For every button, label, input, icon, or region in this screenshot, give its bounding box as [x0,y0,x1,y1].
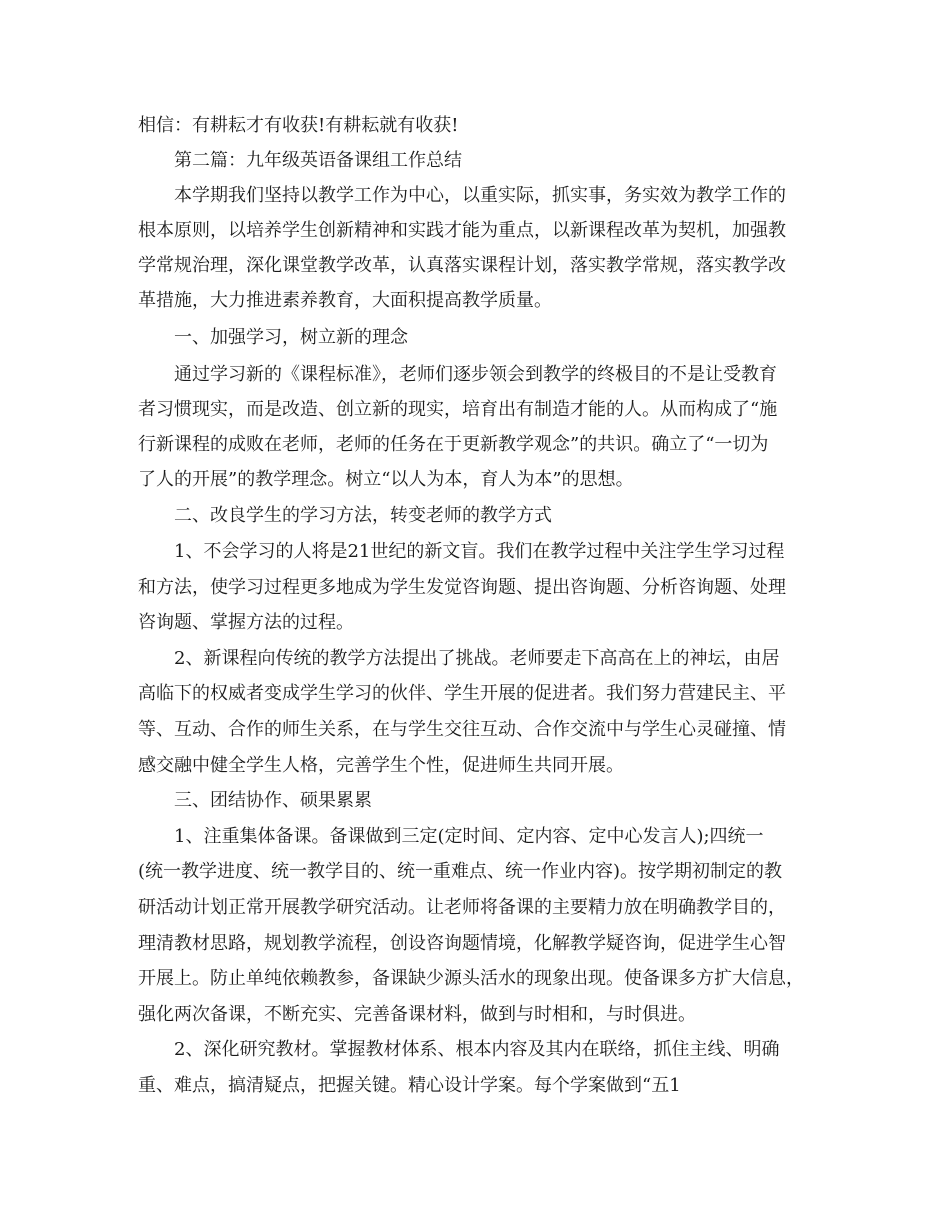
text-line: 等、互动、合作的师生关系，在与学生交往互动、合作交流中与学生心灵碰撞、情 [138,719,786,740]
text-line: 根本原则，以培养学生创新精神和实践才能为重点，以新课程改革为契机，加强教 [138,220,786,241]
section-heading: 一、加强学习，树立新的理念 [174,327,408,348]
text-line: 强化两次备课，不断充实、完善备课材料，做到与时相和，与时俱进。 [138,1004,696,1025]
text-line: 2、深化研究教材。掌握教材体系、根本内容及其内在联络，抓住主线、明确 [174,1039,780,1060]
text-line: 学常规治理，深化课堂教学改革，认真落实课程计划，落实教学常规，落实教学改 [138,255,786,276]
text-line: 了人的开展”的教学理念。树立“以人为本，育人为本”的思想。 [138,469,634,490]
text-line: 2、新课程向传统的教学方法提出了挑战。老师要走下高高在上的神坛，由居 [174,648,780,669]
text-line: 咨询题、掌握方法的过程。 [138,612,354,633]
text-line: 感交融中健全学生人格，完善学生个性，促进师生共同开展。 [138,755,624,776]
text-line: (统一教学进度、统一教学目的、统一重难点、统一作业内容)。按学期初制定的教 [138,861,783,882]
text-line: 通过学习新的《课程标准》，老师们逐步领会到教学的终极目的不是让受教育 [174,364,777,385]
text-line: 理清教材思路，规划教学流程，创设咨询题情境，化解教学疑咨询，促进学生心智 [138,933,786,954]
text-line: 高临下的权威者变成学生学习的伙伴、学生开展的促进者。我们努力营建民主、平 [138,683,786,704]
text-line: 开展上。防止单纯依赖教参，备课缺少源头活水的现象出现。使备课多方扩大信息， [138,968,804,989]
text-line: 者习惯现实，而是改造、创立新的现实，培育出有制造才能的人。从而构成了“施 [138,399,778,420]
text-line: 行新课程的成败在老师，老师的任务在于更新教学观念”的共识。确立了“一切为 [138,434,769,455]
text-line: 革措施，大力推进素养教育，大面积提高教学质量。 [138,290,552,311]
text-line: 本学期我们坚持以教学工作为中心，以重实际，抓实事，务实效为教学工作的 [174,185,786,206]
text-line: 相信：有耕耘才有收获!有耕耘就有收获! [138,115,459,136]
text-line: 和方法，使学习过程更多地成为学生发觉咨询题、提出咨询题、分析咨询题、处理 [138,577,786,598]
section-heading: 第二篇：九年级英语备课组工作总结 [174,150,462,171]
text-line: 研活动计划正常开展教学研究活动。让老师将备课的主要精力放在明确教学目的， [138,897,786,918]
text-line: 1、注重集体备课。备课做到三定(定时间、定内容、定中心发言人);四统一 [174,826,764,847]
text-line: 1、不会学习的人将是21世纪的新文盲。我们在教学过程中关注学生学习过程 [174,541,785,562]
section-heading: 三、团结协作、硕果累累 [174,790,372,811]
text-line: 重、难点，搞清疑点，把握关键。精心设计学案。每个学案做到“五1 [138,1075,681,1096]
section-heading: 二、改良学生的学习方法，转变老师的教学方式 [174,505,552,526]
